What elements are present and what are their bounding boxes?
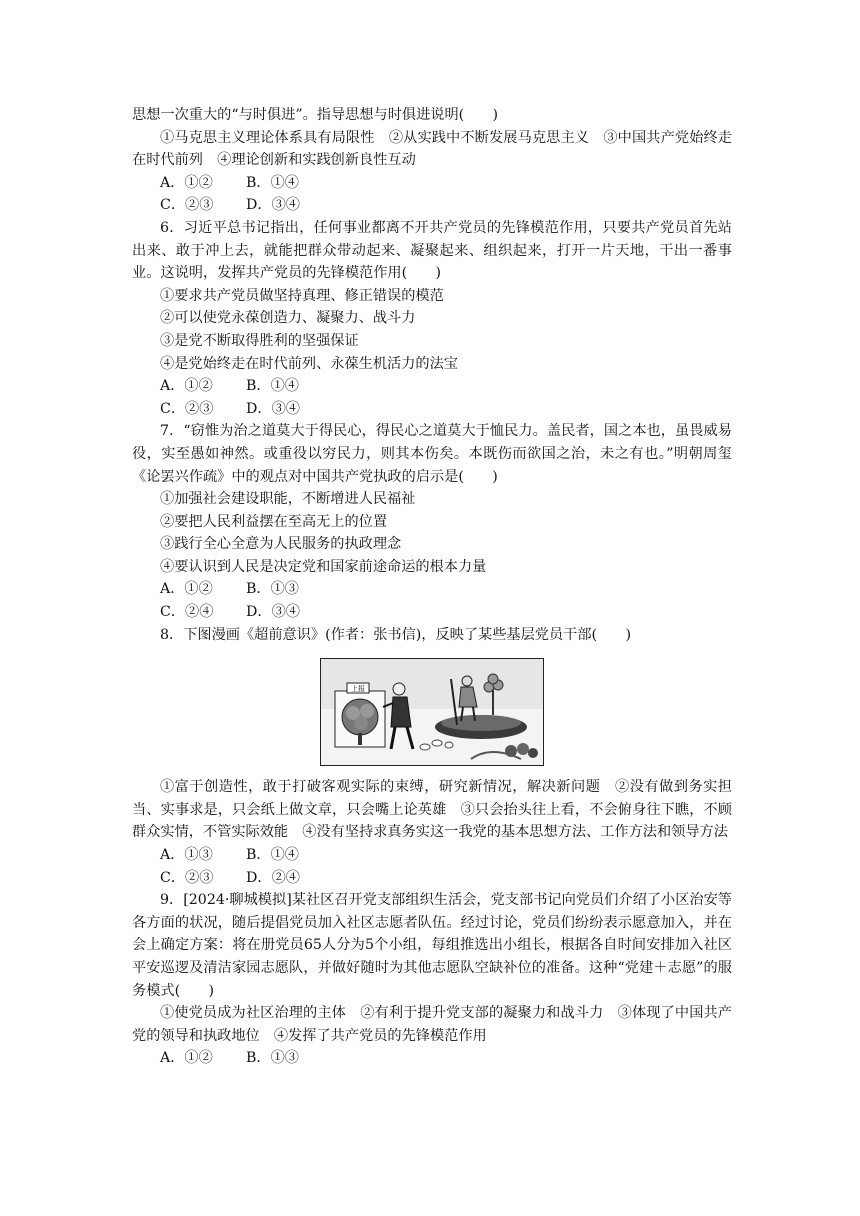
q6-options-row2 bbox=[132, 398, 732, 421]
q8-stem: 8．下图漫画《超前意识》(作者：张书信)，反映了某些基层党员干部( ) bbox=[160, 626, 631, 643]
q7-options-row1 bbox=[132, 578, 732, 601]
q6-item-1: ①要求共产党员做坚持真理、修正错误的模范 bbox=[160, 287, 444, 304]
q5-option-d: D．③④ bbox=[246, 197, 300, 214]
q7-item-4: ④要认识到人民是决定党和国家前途命运的根本力量 bbox=[160, 558, 487, 575]
q9-option-a: A．①② bbox=[160, 1050, 213, 1067]
q7-item-2: ②要把人民利益摆在至高无上的位置 bbox=[160, 513, 388, 530]
q6-item-4: ④是党始终走在时代前列、永葆生机活力的法宝 bbox=[160, 355, 458, 372]
q6-option-c: C．②③ bbox=[160, 400, 214, 417]
q5-options-row1 bbox=[132, 172, 732, 195]
q9-option-b: B．①③ bbox=[246, 1050, 299, 1067]
q9-stem: 9．[2024·聊城模拟]某社区召开党支部组织生活会，党支部书记向党员们介绍了小区治安等各方面的状况，随后提倡党员加入社区志愿者队伍。经过讨论，党员们纷纷表示愿意加入，并在会上确定方案：将在册党员65人分为5个小组，每组推选出小组长，根据各自时间安排加入社区平安巡逻及清洁家园志愿队，并做好随时为其他志愿队空缺补位的准备。这种“党建＋志愿”的服务模式( ) bbox=[132, 892, 732, 999]
cartoon-sign-text: 上报 bbox=[351, 685, 365, 694]
q6-option-a: A．①② bbox=[160, 378, 213, 395]
q8-options-row1 bbox=[132, 844, 732, 867]
q5-option-a: A．①② bbox=[160, 174, 213, 191]
q5-statements: ①马克思主义理论体系具有局限性 ②从实践中不断发展马克思主义 ③中国共产党始终走在时代前列 ④理论创新和实践创新良性互动 bbox=[132, 129, 732, 169]
q6-item-2: ②可以使党永葆创造力、凝聚力、战斗力 bbox=[160, 310, 416, 327]
q6-option-d: D．③④ bbox=[246, 400, 300, 417]
q6-stem: 6．习近平总书记指出，任何事业都离不开共产党员的先锋模范作用，只要共产党员首先站出来、敢于冲上去，就能把群众带动起来、凝聚起来、组织起来，打开一片天地，干出一番事业。这说明，发挥共产党员的先锋模范作用( ) bbox=[132, 219, 732, 282]
q6-options-row1 bbox=[132, 375, 732, 398]
q8-option-c: C．②③ bbox=[160, 869, 214, 886]
q7-stem: 7．“窃惟为治之道莫大于得民心，得民心之道莫大于恤民力。盖民者，国之本也，虽畏威易役，实至愚如神然。或重役以穷民力，则其本伤矣。本既伤而欲国之治，未之有也。”明朝周玺《论罢兴作疏》中的观点对中国共产党执政的启示是( ) bbox=[132, 423, 732, 485]
q9-statements: ①使党员成为社区治理的主体 ②有利于提升党支部的凝聚力和战斗力 ③体现了中国共产党的领导和执政地位 ④发挥了共产党员的先锋模范作用 bbox=[132, 1005, 732, 1044]
q8-option-d: D．②④ bbox=[246, 869, 300, 886]
q8-options-row2 bbox=[132, 867, 732, 890]
q5-options-row2 bbox=[132, 194, 732, 217]
q8-statements: ①富于创造性，敢于打破客观实际的束缚，研究新情况，解决新问题 ②没有做到务实担当、实事求是，只会纸上做文章，只会嘴上论英雄 ③只会抬头往上看，不会俯身往下瞧，不顾群众实情，不管实际效能 ④没有坚持求真务实这一我党的基本思想方法、工作方法和领导方法 bbox=[132, 779, 732, 841]
q7-option-d: D．③④ bbox=[246, 604, 300, 621]
q9-options-row1 bbox=[132, 1047, 732, 1070]
q6-option-b: B．①④ bbox=[246, 378, 299, 395]
q8-option-a: A．①③ bbox=[160, 847, 213, 864]
q5-option-c: C．②③ bbox=[160, 197, 214, 214]
q5-option-b: B．①④ bbox=[246, 174, 299, 191]
cartoon-container bbox=[132, 658, 732, 766]
q7-options-row2 bbox=[132, 601, 732, 624]
q7-option-b: B．①③ bbox=[246, 581, 299, 598]
q7-option-a: A．①② bbox=[160, 581, 213, 598]
q6-item-3: ③是党不断取得胜利的坚强保证 bbox=[160, 332, 359, 349]
q7-item-3: ③践行全心全意为人民服务的执政理念 bbox=[160, 536, 402, 553]
cartoon-image bbox=[320, 658, 544, 766]
document-page bbox=[132, 104, 732, 1070]
q7-item-1: ①加强社会建设职能，不断增进人民福祉 bbox=[160, 491, 416, 508]
q5-stem-tail: 思想一次重大的“与时俱进”。指导思想与时俱进说明( ) bbox=[132, 107, 499, 123]
q8-option-b: B．①④ bbox=[246, 847, 299, 864]
q7-option-c: C．②④ bbox=[160, 604, 214, 621]
